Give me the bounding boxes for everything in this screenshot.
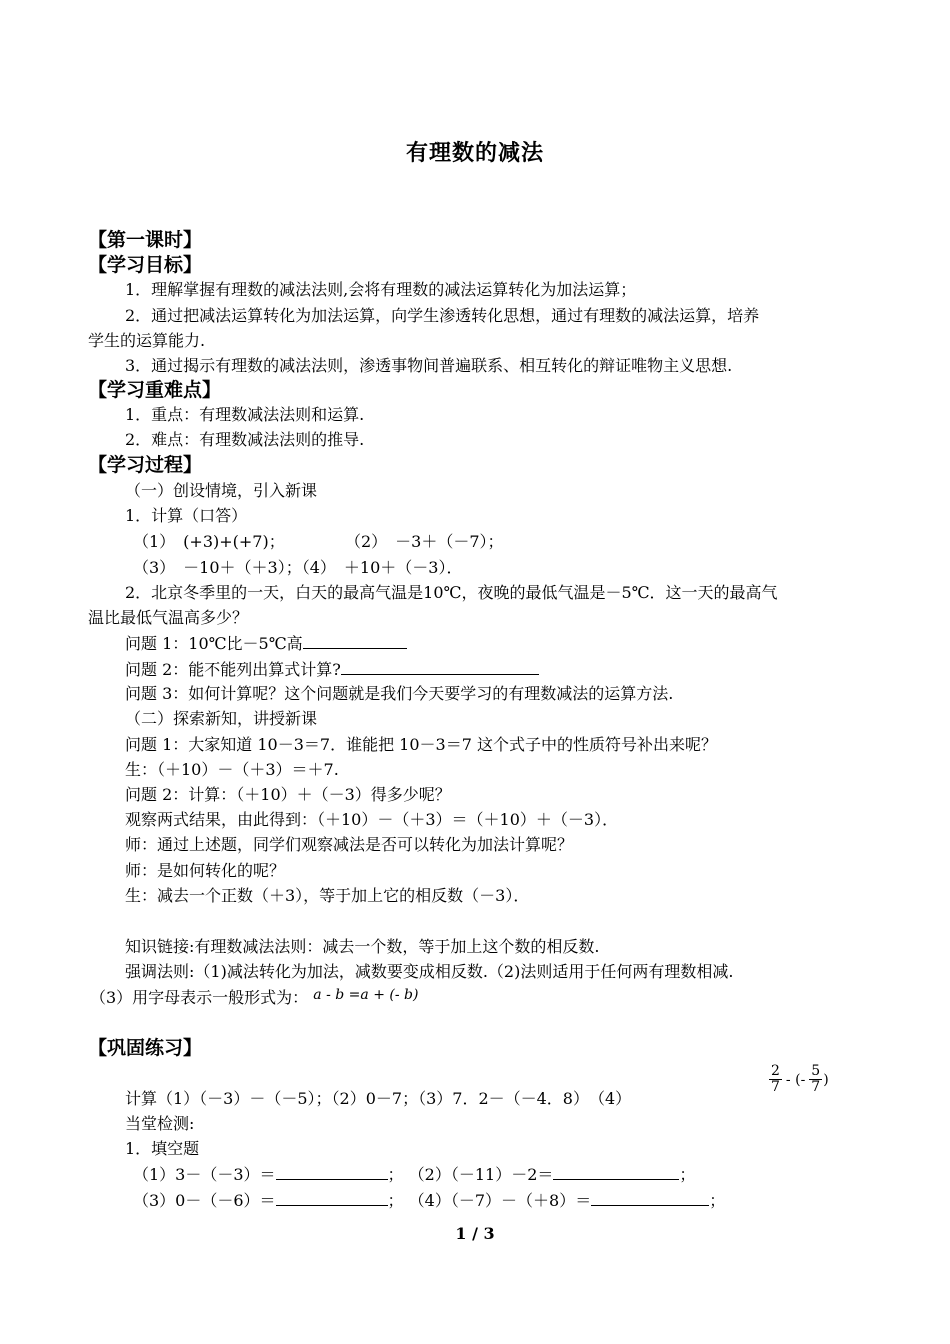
fill-title: 1．填空题 <box>125 1139 200 1158</box>
fraction-close-paren: ) <box>823 1071 829 1088</box>
calc-row2: （3） －10＋（＋3）；（4） ＋10＋（－3）． <box>133 558 463 577</box>
answer-blank[interactable] <box>276 1189 388 1206</box>
separator: ； <box>679 1165 696 1184</box>
fraction-a-numerator: 2 <box>771 1063 780 1079</box>
key-point-1: 1．重点：有理数减法法则和运算. <box>125 405 365 424</box>
fill-question-2: （2）（－11）－2＝ <box>408 1165 554 1184</box>
calc-row1-a: （1） (+3)+(+7)； <box>133 532 285 551</box>
separator: ； <box>709 1191 726 1210</box>
fill-row-1 <box>133 1163 695 1186</box>
fraction-b-denominator: 7 <box>811 1079 821 1095</box>
heading-lesson: 【第一课时】 <box>88 229 203 251</box>
formula-expression: a - b =a + (- b) <box>313 987 419 1003</box>
fraction-a-denominator: 7 <box>771 1079 780 1095</box>
explore-line: 观察两式结果，由此得到：（＋10）－（＋3）＝（＋10）＋（－3）． <box>125 810 619 829</box>
objective-2-cont: 学生的运算能力. <box>88 331 206 350</box>
check-title: 当堂检测: <box>125 1114 195 1133</box>
explore-line: 师：通过上述题，同学们观察减法是否可以转化为加法计算呢？ <box>125 835 574 854</box>
answer-blank[interactable] <box>276 1163 388 1180</box>
objective-3: 3．通过揭示有理数的减法法则，渗透事物间普遍联系、相互转化的辩证唯物主义思想. <box>125 356 733 375</box>
calc-row1-b: （2） －3＋（－7）； <box>345 532 504 551</box>
answer-blank[interactable] <box>553 1163 679 1180</box>
explore-line: 问题 2：计算：（＋10）＋（－3）得多少呢？ <box>125 785 451 804</box>
fill-question-3: （3）0－（－6）＝ <box>133 1191 276 1210</box>
answer-blank[interactable] <box>341 658 539 675</box>
fraction-expression <box>768 1064 829 1095</box>
problem-1 <box>125 632 407 655</box>
part1-title: （一）创设情境，引入新课 <box>125 481 318 500</box>
problem-3: 问题 3：如何计算呢？这个问题就是我们今天要学习的有理数减法的运算方法. <box>125 684 674 703</box>
separator: ； <box>387 1165 404 1184</box>
fraction-operator: - (- <box>785 1071 806 1088</box>
separator: ； <box>387 1191 404 1210</box>
practice-calc-line: 计算（1）（－3）－（－5）；（2）0－7；（3）7．2－（－4．8） （4） <box>125 1089 632 1108</box>
formula-label: （3）用字母表示一般形式为： <box>90 988 309 1007</box>
fill-question-4: （4）（－7）－（＋8）＝ <box>408 1191 592 1210</box>
answer-blank[interactable] <box>303 632 407 649</box>
heading-objectives: 【学习目标】 <box>88 254 203 276</box>
key-point-2: 2．难点：有理数减法法则的推导. <box>125 430 365 449</box>
part2-title: （二）探索新知，讲授新课 <box>125 709 318 728</box>
objective-2: 2．通过把减法运算转化为加法运算，向学生渗透转化思想，通过有理数的减法运算，培养 <box>125 306 760 325</box>
calc-title: 1．计算（口答） <box>125 506 248 525</box>
fill-question-1: （1）3－（－3）＝ <box>133 1165 276 1184</box>
problem-2-text: 问题 2：能不能列出算式计算? <box>125 660 341 679</box>
problem-1-text: 问题 1：10℃比－5℃高 <box>125 634 303 653</box>
fraction-a <box>769 1064 782 1095</box>
answer-blank[interactable] <box>591 1189 709 1206</box>
formula-line <box>90 987 418 1010</box>
fraction-b-numerator: 5 <box>811 1063 821 1079</box>
explore-line: 生：减去一个正数（＋3），等于加上它的相反数（－3）． <box>125 886 530 905</box>
fraction-b <box>809 1064 822 1095</box>
heading-process: 【学习过程】 <box>88 454 203 476</box>
emphasis-rule: 强调法则:（1)减法转化为加法，减数要变成相反数.（2)法则适用于任何两有理数相减. <box>125 962 734 981</box>
objective-1: 1．理解掌握有理数的减法法则,会将有理数的减法运算转化为加法运算； <box>125 280 637 299</box>
page-title: 有理数的减法 <box>405 141 544 166</box>
page-number: 1 / 3 <box>455 1224 495 1243</box>
heading-key-points: 【学习重难点】 <box>88 379 222 401</box>
problem-2 <box>125 658 539 681</box>
question2-line1: 2．北京冬季里的一天，白天的最高气温是10℃，夜晚的最低气温是－5℃．这一天的最高气 <box>125 583 778 602</box>
knowledge-link: 知识链接:有理数减法法则：减去一个数，等于加上这个数的相反数. <box>125 937 600 956</box>
explore-line: 生：（＋10）－（＋3）＝＋7. <box>125 760 339 779</box>
explore-line: 问题 1：大家知道 10－3＝7．谁能把 10－3＝7 这个式子中的性质符号补出来呢？ <box>125 735 717 754</box>
explore-line: 师：是如何转化的呢？ <box>125 861 286 880</box>
fill-row-2 <box>133 1189 725 1212</box>
heading-practice: 【巩固练习】 <box>88 1037 203 1059</box>
question2-line2: 温比最低气温高多少？ <box>88 608 249 627</box>
